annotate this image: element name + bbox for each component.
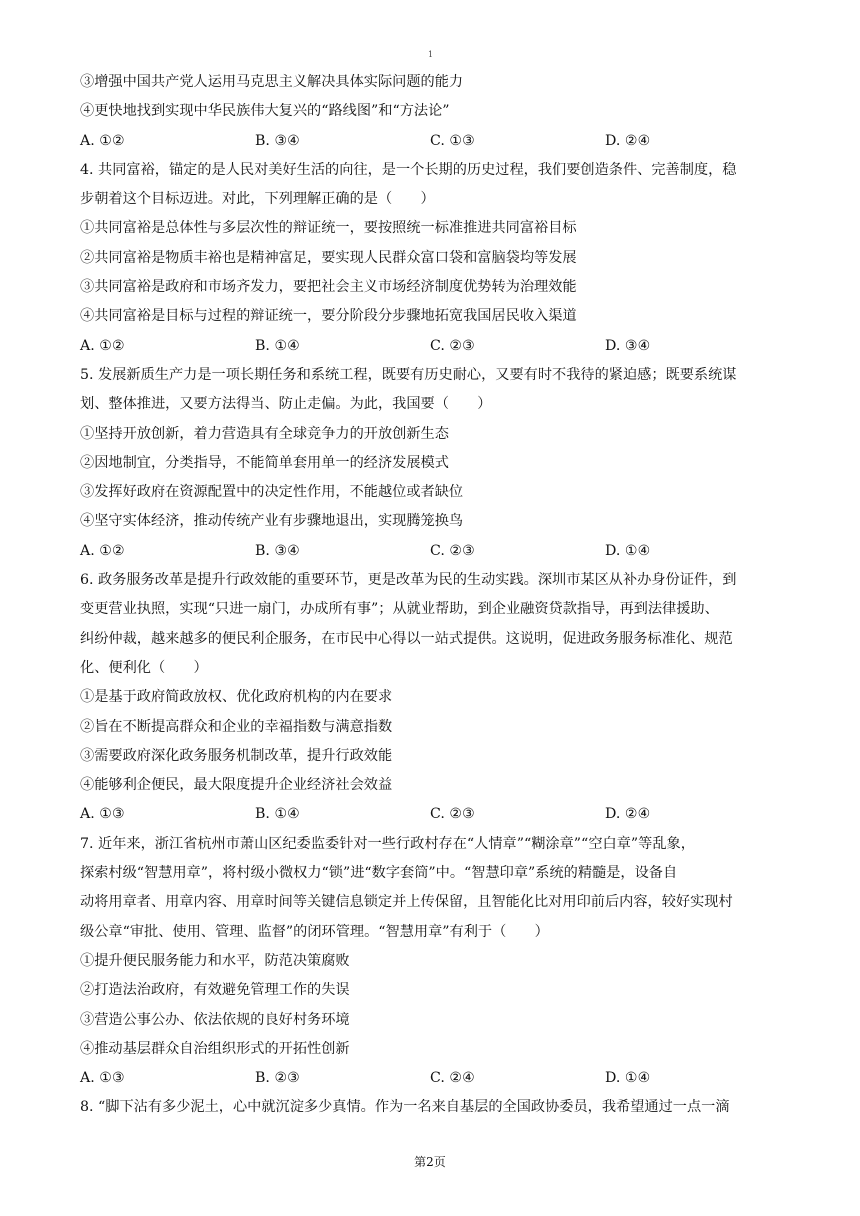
question-8 [80, 1093, 780, 1122]
question-stem-line: 探索村级“智慧用章”，将村级小微权力“锁”进“数字套筒”中。“智慧印章”系统的精髓是，设备自 [80, 865, 678, 882]
statement: ①是基于政府简政放权、优化政府机构的内在要求 [80, 689, 393, 706]
question-3-tail [80, 68, 780, 156]
statement: ④更快地找到实现中华民族伟大复兴的“路线图”和“方法论” [80, 103, 450, 120]
option-c: C. ①③ [430, 132, 475, 149]
statement: ③需要政府深化政务服务机制改革，提升行政效能 [80, 747, 393, 764]
question-stem-line: 4. 共同富裕，锚定的是人民对美好生活的向往，是一个长期的历史过程，我们要创造条件、完善制度，稳 [80, 161, 737, 178]
statement: ③营造公事公办、依法依规的良好村务环境 [80, 1011, 350, 1028]
question-stem-line: 动将用章者、用章内容、用章时间等关键信息锁定并上传保留，且智能化比对用印前后内容，较好实现村 [80, 894, 733, 911]
answer-options [80, 127, 780, 156]
question-4 [80, 156, 780, 361]
question-stem-line: 步朝着这个目标迈进。对此，下列理解正确的是（ ） [80, 191, 435, 208]
option-c: C. ②③ [430, 806, 475, 823]
statement: ③增强中国共产党人运用马克思主义解决具体实际问题的能力 [80, 74, 464, 90]
answer-options [80, 1064, 780, 1093]
statement: ①坚持开放创新，着力营造具有全球竞争力的开放创新生态 [80, 425, 449, 442]
question-stem-line: 7. 近年来，浙江省杭州市萧山区纪委监委针对一些行政村存在“人情章”“糊涂章”“空白章”等乱象， [80, 835, 695, 852]
statement: ③共同富裕是政府和市场齐发力，要把社会主义市场经济制度优势转为治理效能 [80, 279, 577, 296]
option-b: B. ①④ [255, 806, 300, 823]
header-mark: 1 [428, 50, 434, 59]
option-a: A. ①② [80, 337, 125, 354]
exam-page-content [80, 68, 780, 1123]
statement: ④共同富裕是目标与过程的辩证统一，要分阶段分步骤地拓宽我国居民收入渠道 [80, 308, 577, 325]
option-b: B. ①④ [255, 337, 300, 354]
option-d: D. ②④ [605, 806, 651, 823]
option-b: B. ③④ [255, 542, 300, 559]
option-d: D. ①④ [605, 542, 651, 559]
option-a: A. ①③ [80, 1070, 125, 1087]
statement: ③发挥好政府在资源配置中的决定性作用，不能越位或者缺位 [80, 484, 464, 501]
question-stem-line: 级公章“审批、使用、管理、监督”的闭环管理。“智慧用章”有利于（ ） [80, 923, 549, 940]
statement: ④推动基层群众自治组织形式的开拓性创新 [80, 1040, 350, 1057]
option-b: B. ③④ [255, 132, 300, 149]
question-stem-line: 6. 政务服务改革是提升行政效能的重要环节，更是改革为民的生动实践。深圳市某区从补办身份证件，到 [80, 572, 737, 589]
option-d: D. ①④ [605, 1070, 651, 1087]
answer-options [80, 537, 780, 566]
statement: ④坚守实体经济，推动传统产业有步骤地退出，实现腾笼换鸟 [80, 513, 464, 530]
option-c: C. ②④ [430, 1070, 475, 1087]
answer-options [80, 800, 780, 829]
option-c: C. ②③ [430, 337, 475, 354]
question-stem-line: 化、便利化（ ） [80, 659, 208, 676]
statement: ②共同富裕是物质丰裕也是精神富足，要实现人民群众富口袋和富脑袋均等发展 [80, 249, 577, 266]
question-stem-line: 5. 发展新质生产力是一项长期任务和系统工程，既要有历史耐心，又要有时不我待的紧迫感；既要系统谋 [80, 366, 737, 383]
question-7 [80, 830, 780, 1094]
option-a: A. ①② [80, 542, 125, 559]
statement: ①提升便民服务能力和水平，防范决策腐败 [80, 952, 350, 969]
option-b: B. ②③ [255, 1070, 300, 1087]
question-stem-line: 8. “脚下沾有多少泥土，心中就沉淀多少真情。作为一名来自基层的全国政协委员，我希望通过一点一滴 [80, 1099, 730, 1116]
option-a: A. ①③ [80, 806, 125, 823]
option-d: D. ③④ [605, 337, 651, 354]
question-stem-line: 划、整体推进，又要方法得当、防止走偏。为此，我国要（ ） [80, 396, 492, 413]
statement: ①共同富裕是总体性与多层次性的辩证统一，要按照统一标准推进共同富裕目标 [80, 220, 577, 237]
option-d: D. ②④ [605, 132, 651, 149]
question-stem-line: 纠纷仲裁，越来越多的便民利企服务，在市民中心得以一站式提供。这说明，促进政务服务标准化、规范 [80, 630, 733, 647]
statement: ④能够利企便民，最大限度提升企业经济社会效益 [80, 777, 393, 794]
question-6 [80, 566, 780, 830]
page-number: 第2页 [414, 1155, 446, 1169]
statement: ②因地制宜，分类指导，不能简单套用单一的经济发展模式 [80, 454, 449, 471]
statement: ②打造法治政府，有效避免管理工作的失误 [80, 982, 350, 999]
option-a: A. ①② [80, 132, 125, 149]
question-5 [80, 361, 780, 566]
question-stem-line: 变更营业执照，实现“只进一扇门，办成所有事”；从就业帮助，到企业融资贷款指导，再到法律援助、 [80, 601, 719, 618]
option-c: C. ②③ [430, 542, 475, 559]
statement: ②旨在不断提高群众和企业的幸福指数与满意指数 [80, 718, 393, 735]
answer-options [80, 332, 780, 361]
